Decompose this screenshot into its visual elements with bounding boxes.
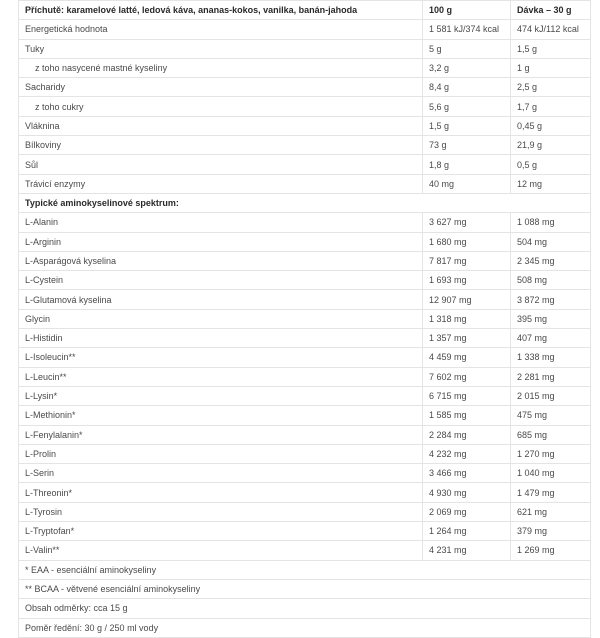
value-per-serving: 395 mg [511, 309, 591, 328]
value-per-100g: 7 817 mg [423, 251, 511, 270]
value-per-100g: 1,8 g [423, 155, 511, 174]
value-per-100g: 40 mg [423, 174, 511, 193]
value-per-serving: 621 mg [511, 502, 591, 521]
nutrient-name: Vláknina [19, 116, 423, 135]
table-row [19, 290, 591, 309]
table-row [19, 78, 591, 97]
value-per-serving: 1 269 mg [511, 541, 591, 560]
value-per-100g: 3 466 mg [423, 464, 511, 483]
table-row [19, 39, 591, 58]
value-per-serving: 2 345 mg [511, 251, 591, 270]
nutrient-name: Sůl [19, 155, 423, 174]
value-per-100g: 1 318 mg [423, 309, 511, 328]
value-per-serving: 1,5 g [511, 39, 591, 58]
value-per-100g: 1 581 kJ/374 kcal [423, 20, 511, 39]
value-per-serving: 12 mg [511, 174, 591, 193]
amino-acid-name: L-Asparágová kyselina [19, 251, 423, 270]
table-row [19, 406, 591, 425]
table-row [19, 541, 591, 560]
nutrient-name: Energetická hodnota [19, 20, 423, 39]
amino-acid-name: L-Isoleucin** [19, 348, 423, 367]
table-row [19, 58, 591, 77]
amino-acid-name: L-Lysin* [19, 386, 423, 405]
table-row [19, 367, 591, 386]
table-row [19, 502, 591, 521]
nutrient-name: Bílkoviny [19, 136, 423, 155]
amino-acid-name: L-Arginin [19, 232, 423, 251]
table-row [19, 464, 591, 483]
value-per-serving: 685 mg [511, 425, 591, 444]
value-per-serving: 1 040 mg [511, 464, 591, 483]
value-per-100g: 1 693 mg [423, 271, 511, 290]
table-row [19, 483, 591, 502]
table-row [19, 20, 591, 39]
value-per-100g: 5 g [423, 39, 511, 58]
table-row [19, 136, 591, 155]
amino-acid-name: L-Threonin* [19, 483, 423, 502]
value-per-100g: 1 357 mg [423, 329, 511, 348]
value-per-100g: 6 715 mg [423, 386, 511, 405]
value-per-serving: 0,5 g [511, 155, 591, 174]
value-per-serving: 504 mg [511, 232, 591, 251]
amino-section-title: Typické aminokyselinové spektrum: [19, 193, 591, 212]
value-per-serving: 1 g [511, 58, 591, 77]
amino-acid-name: L-Fenylalanin* [19, 425, 423, 444]
value-per-100g: 4 459 mg [423, 348, 511, 367]
amino-acid-name: L-Histidin [19, 329, 423, 348]
amino-acid-name: L-Cystein [19, 271, 423, 290]
nutrient-name: Sacharidy [19, 78, 423, 97]
footnote: * EAA - esenciální aminokyseliny [19, 560, 591, 579]
value-per-serving: 2,5 g [511, 78, 591, 97]
per-serving-header: Dávka – 30 g [511, 1, 591, 20]
table-row [19, 213, 591, 232]
value-per-100g: 3 627 mg [423, 213, 511, 232]
table-row [19, 425, 591, 444]
table-row [19, 348, 591, 367]
amino-acid-name: L-Serin [19, 464, 423, 483]
table-row [19, 271, 591, 290]
table-row [19, 251, 591, 270]
amino-acid-name: L-Alanin [19, 213, 423, 232]
table-header-row [19, 1, 591, 20]
value-per-serving: 1 270 mg [511, 444, 591, 463]
value-per-serving: 379 mg [511, 522, 591, 541]
value-per-100g: 73 g [423, 136, 511, 155]
footnote-row [19, 560, 591, 579]
table-row [19, 522, 591, 541]
table-row [19, 116, 591, 135]
value-per-serving: 407 mg [511, 329, 591, 348]
value-per-serving: 1 088 mg [511, 213, 591, 232]
value-per-100g: 2 069 mg [423, 502, 511, 521]
value-per-serving: 508 mg [511, 271, 591, 290]
nutrient-name: Trávicí enzymy [19, 174, 423, 193]
amino-acid-name: Glycin [19, 309, 423, 328]
nutrient-name: z toho nasycené mastné kyseliny [19, 58, 423, 77]
nutrition-table [18, 0, 591, 638]
value-per-serving: 1,7 g [511, 97, 591, 116]
footnote: Poměr ředění: 30 g / 250 ml vody [19, 618, 591, 637]
value-per-serving: 475 mg [511, 406, 591, 425]
value-per-100g: 12 907 mg [423, 290, 511, 309]
value-per-100g: 3,2 g [423, 58, 511, 77]
footnote-row [19, 599, 591, 618]
value-per-100g: 1 585 mg [423, 406, 511, 425]
per-100g-header: 100 g [423, 1, 511, 20]
value-per-100g: 4 232 mg [423, 444, 511, 463]
amino-section-row [19, 193, 591, 212]
value-per-100g: 8,4 g [423, 78, 511, 97]
amino-acid-name: L-Methionin* [19, 406, 423, 425]
nutrient-name: Tuky [19, 39, 423, 58]
value-per-serving: 1 479 mg [511, 483, 591, 502]
table-row [19, 174, 591, 193]
value-per-100g: 1,5 g [423, 116, 511, 135]
table-row [19, 309, 591, 328]
value-per-serving: 21,9 g [511, 136, 591, 155]
value-per-serving: 0,45 g [511, 116, 591, 135]
value-per-100g: 1 264 mg [423, 522, 511, 541]
table-row [19, 155, 591, 174]
amino-acid-name: L-Glutamová kyselina [19, 290, 423, 309]
value-per-serving: 2 015 mg [511, 386, 591, 405]
nutrition-table-body [19, 1, 591, 638]
footnote: Obsah odměrky: cca 15 g [19, 599, 591, 618]
value-per-serving: 474 kJ/112 kcal [511, 20, 591, 39]
value-per-100g: 5,6 g [423, 97, 511, 116]
table-row [19, 386, 591, 405]
value-per-100g: 2 284 mg [423, 425, 511, 444]
value-per-serving: 1 338 mg [511, 348, 591, 367]
table-row [19, 329, 591, 348]
table-row [19, 444, 591, 463]
footnote: ** BCAA - větvené esenciální aminokyseliny [19, 579, 591, 598]
amino-acid-name: L-Valin** [19, 541, 423, 560]
flavors-header: Příchutě: karamelové latté, ledová káva, ananas-kokos, vanilka, banán-jahoda [19, 1, 423, 20]
amino-acid-name: L-Leucin** [19, 367, 423, 386]
value-per-100g: 7 602 mg [423, 367, 511, 386]
table-row [19, 232, 591, 251]
footnote-row [19, 579, 591, 598]
footnote-row [19, 618, 591, 637]
value-per-100g: 4 930 mg [423, 483, 511, 502]
amino-acid-name: L-Prolin [19, 444, 423, 463]
value-per-100g: 4 231 mg [423, 541, 511, 560]
nutrient-name: z toho cukry [19, 97, 423, 116]
value-per-serving: 3 872 mg [511, 290, 591, 309]
value-per-serving: 2 281 mg [511, 367, 591, 386]
amino-acid-name: L-Tryptofan* [19, 522, 423, 541]
amino-acid-name: L-Tyrosin [19, 502, 423, 521]
value-per-100g: 1 680 mg [423, 232, 511, 251]
table-row [19, 97, 591, 116]
